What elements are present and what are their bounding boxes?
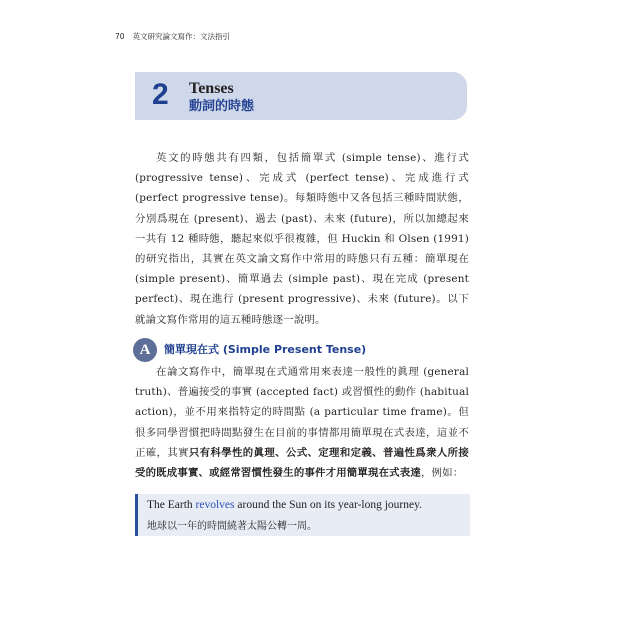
section-paragraph-tail: ，例如： [420, 467, 464, 480]
section-badge: A [133, 338, 157, 362]
chapter-heading-box [135, 72, 467, 120]
chapter-title-en: Tenses [189, 80, 234, 97]
section-paragraph [135, 362, 469, 483]
chapter-number: 2 [152, 78, 169, 111]
intro-paragraph: 英文的時態共有四類，包括簡單式 (simple tense)、進行式 (progressive tense)、完成式 (perfect tense)、完成進行式 (perfect progressive tense)。每類時態中又各包括三種時間狀態，分別爲現在 (present)、過去 (past)、未來 (future)，所以加總起來一共有 12 種時態，聽起來似乎很複雜，但 Huckin 和 Olsen (1991) 的研究指出，其實在英文論文寫作中常用的時態只有五種：簡單現在 (simple present)、簡單過去 (simple past)、現在完成 (present perfect)、現在進行 (present progressive)、未來 (future)。以下就論文寫作常用的這五種時態逐一說明。 [135, 152, 469, 326]
running-head [115, 31, 230, 42]
section-paragraph-text: 在論文寫作中，簡單現在式通常用來表達一般性的眞理 (general truth)、普遍接受的事實 (accepted fact) 或習慣性的動作 (habitual action)，並不用來指特定的時間點 (a particular time frame)。但很多同學習慣把時間點發生在目前的事情都用簡單現在式表達，這並不正確，其實 [135, 366, 469, 459]
example-sentence-zh: 地球以一年的時間繞著太陽公轉一周。 [147, 521, 317, 532]
section-paragraph-emphasis: 只有科學性的眞理、公式、定理和定義、普遍性爲衆人所接受的既成事實、或經常習慣性發生的事件才用簡單現在式表達 [135, 446, 469, 480]
example-en-after: around the Sun on its year-long journey. [234, 499, 422, 511]
example-en-before: The Earth [147, 499, 196, 511]
section-title: 簡單現在式 (Simple Present Tense) [164, 343, 367, 356]
page-number: 70 [115, 32, 125, 41]
example-sentence-en [147, 499, 422, 511]
example-highlight-verb: revolves [195, 499, 235, 511]
running-head-title: 英文研究論文寫作：文法指引 [132, 32, 231, 41]
chapter-title-zh: 動詞的時態 [189, 99, 255, 114]
